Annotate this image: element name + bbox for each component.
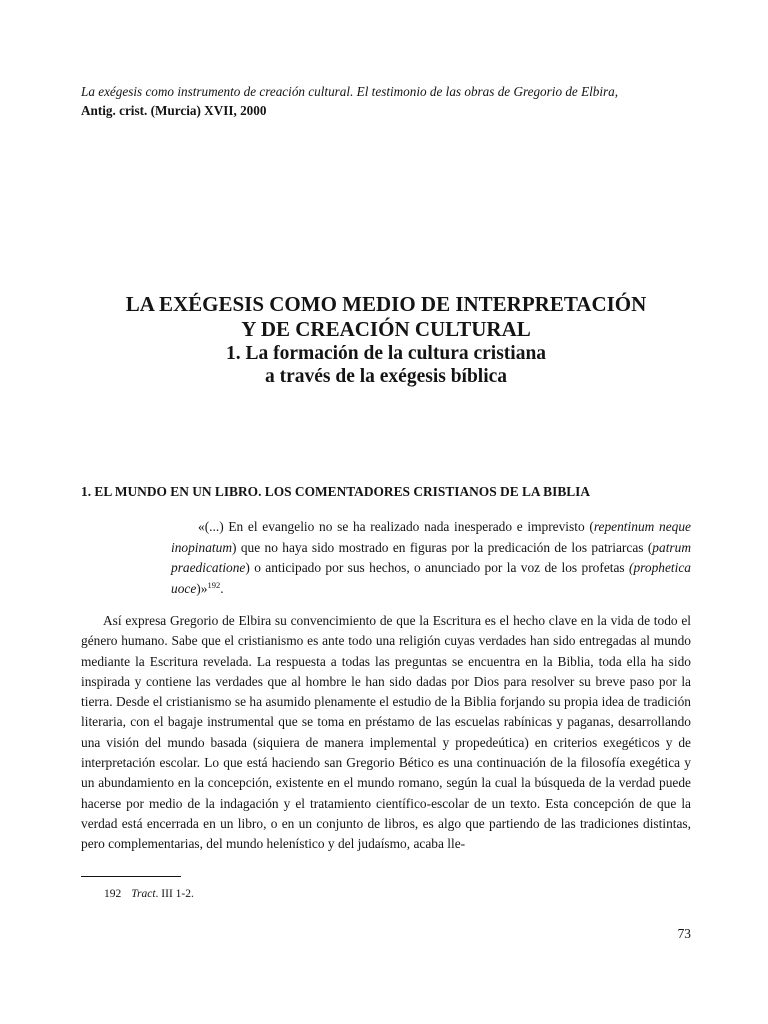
chapter-subtitle-line-1: 1. La formación de la cultura cristiana bbox=[225, 343, 547, 364]
quote-text-2: ) que no haya sido mostrado en figuras por la predicación de los patriarcas ( bbox=[232, 539, 653, 555]
quote-latin-3: (prophetica uoce bbox=[171, 560, 691, 596]
chapter-subtitle-line-2: a través de la exégesis bíblica bbox=[264, 366, 508, 387]
running-head-article-title: La exégesis como instrumento de creación cultural. El testimonio de las obras de Gregorio de Elbira, bbox=[81, 84, 619, 99]
footnote-source-reference: . III 1-2. bbox=[155, 888, 194, 900]
running-head bbox=[81, 82, 691, 120]
footnote-reference[interactable]: 192 bbox=[207, 579, 221, 590]
quote-latin-2: patrum praedicatione bbox=[171, 539, 691, 575]
epigraph-quote bbox=[171, 517, 691, 599]
quote-latin-1: repentinum neque inopinatum bbox=[171, 519, 691, 555]
body-paragraph: Así expresa Gregorio de Elbira su convencimiento de que la Escritura es el hecho clave en la vida de todo el género humano. Sabe que el cristianismo es ante todo una religión cuyas verdades han sido entregadas al mundo mediante la Escritura revelada. La respuesta a todas las preguntas se encuentra en la Biblia, toda ella ha sido inspirada y contiene las verdades que al hombre le han sido dadas por Dios para resolver su breve paso por la tierra. Desde el cristianismo se ha asumido plenamente el estudio de la Biblia forjando su propia idea de tradición literaria, con el bagaje instrumental que se toma en préstamo de las escuelas rabínicas y paganas, desarrollando una visión del mundo basada (siquiera de manera implemental y propedeútica) en criterios exegéticos y de interpretación escolar. Lo que está haciendo san Gregorio Bético es una continuación de la filosofía exegética y un abundamiento en la concepción, existente en el mundo romano, según la cual la búsqueda de la verdad puede hacerse por medio de la indagación y el tratamiento científico-escolar de un texto. Esta concepción de que la verdad está encerrada en un libro, o en un conjunto de libros, es algo que partiendo de las tradiciones distintas, pero complementarias, del mundo helenístico y del judaísmo, acaba lle- bbox=[81, 613, 691, 852]
running-head-journal: Antig. crist. (Murcia) XVII, 2000 bbox=[81, 103, 267, 118]
footnote-source-title: Tract bbox=[131, 888, 156, 900]
quote-end: . bbox=[220, 580, 224, 596]
chapter-title-line-1: LA EXÉGESIS COMO MEDIO DE INTERPRETACIÓN bbox=[125, 292, 647, 316]
chapter-title bbox=[81, 292, 691, 388]
quote-text-3: ) o anticipado por sus hechos, o anunciado por la voz de los profetas bbox=[245, 560, 630, 575]
page-number: 73 bbox=[677, 926, 691, 941]
section-heading: 1. EL MUNDO EN UN LIBRO. LOS COMENTADORES CRISTIANOS DE LA BIBLIA bbox=[81, 484, 591, 499]
footnote-divider bbox=[81, 876, 181, 877]
footnote bbox=[104, 887, 194, 901]
quote-text-1: «(...) En el evangelio no se ha realizado nada inesperado e imprevisto ( bbox=[198, 519, 594, 534]
footnote-number: 192 bbox=[104, 888, 122, 900]
quote-text-4: )» bbox=[196, 580, 208, 596]
chapter-title-line-2: Y DE CREACIÓN CULTURAL bbox=[241, 317, 531, 341]
